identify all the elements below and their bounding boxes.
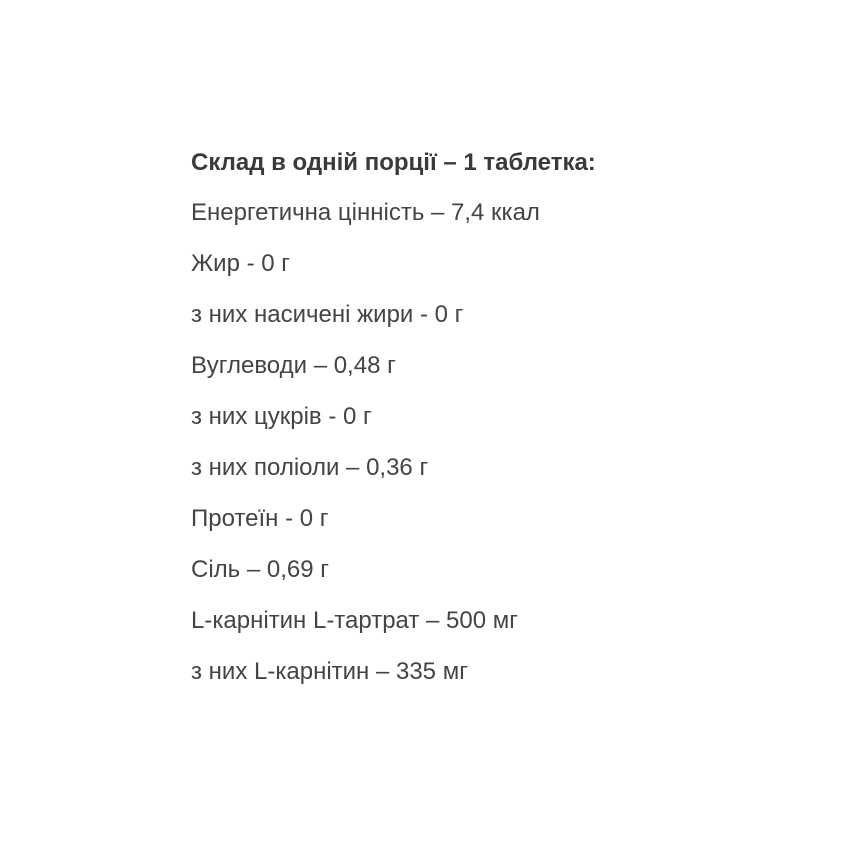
nutrition-item-polyols: з них поліоли – 0,36 г — [191, 454, 429, 481]
nutrition-item-protein: Протеїн - 0 г — [191, 505, 329, 532]
nutrition-list — [191, 198, 811, 708]
nutrition-item-fat: Жир - 0 г — [191, 250, 291, 277]
nutrition-item-l-carnitine: з них L-карнітин – 335 мг — [191, 658, 468, 685]
nutrition-item-l-carnitine-tartrate: L-карнітин L-тартрат – 500 мг — [191, 607, 518, 634]
nutrition-item-carbohydrates: Вуглеводи – 0,48 г — [191, 352, 396, 379]
composition-heading: Склад в одній порції – 1 таблетка: — [191, 149, 596, 176]
nutrition-item-energy: Енергетична цінність – 7,4 ккал — [191, 199, 540, 226]
composition-section — [191, 148, 811, 708]
nutrition-item-saturated-fat: з них насичені жири - 0 г — [191, 301, 464, 328]
nutrition-item-salt: Сіль – 0,69 г — [191, 556, 329, 583]
nutrition-item-sugars: з них цукрів - 0 г — [191, 403, 372, 430]
